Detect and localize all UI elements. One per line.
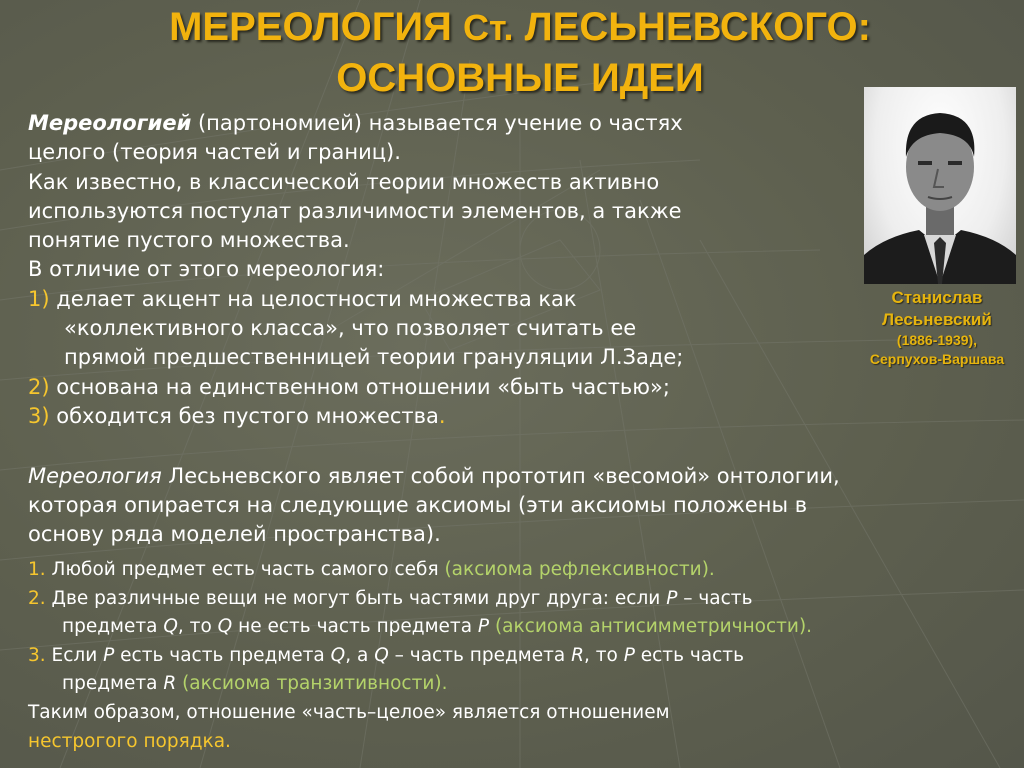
axiom-text: Если: [51, 644, 104, 666]
ontology-line: которая опирается на следующие аксиомы (эти аксиомы положены в: [28, 493, 808, 517]
axiom-text: предмета: [62, 616, 164, 638]
axiom-2-cont: [28, 613, 1018, 642]
ontology-text: Лесьневского являет собой прототип «весомой» онтологии,: [161, 464, 840, 488]
term-mereology-2: Мереология: [28, 464, 162, 488]
intro-line: В отличие от этого мереология:: [28, 257, 385, 282]
ontology-line: основу ряда моделей пространства).: [28, 522, 441, 546]
axiom-name: (аксиома рефлексивности).: [444, 559, 715, 580]
variable-p: P: [666, 587, 678, 609]
list-item-3: [28, 402, 848, 431]
title-line-2: ОСНОВНЫЕ ИДЕИ: [336, 56, 704, 100]
portrait-caption: [836, 287, 1024, 369]
intro-text: (партономией) называется учение о частях: [191, 111, 683, 135]
axiom-1: [28, 556, 1018, 585]
conclusion-highlight: нестрогого порядка.: [28, 730, 231, 752]
list-item-1-cont: прямой предшественницей теории грануляции Л.Заде;: [64, 345, 684, 370]
axiom-text: – часть предмета: [388, 644, 572, 666]
axiom-number: 1.: [28, 559, 52, 580]
axiom-text: есть часть: [634, 644, 744, 666]
caption-first-name: Станислав: [891, 288, 983, 307]
title-abbrev: Ст.: [463, 7, 514, 48]
axiom-text: Любой предмет есть часть самого себя: [51, 559, 445, 580]
axiom-text: предмета: [62, 673, 164, 695]
list-number: 3): [28, 403, 57, 428]
list-item-1: [28, 285, 848, 314]
list-text: делает акцент на целостности множества как: [56, 286, 577, 311]
list-item-2: [28, 373, 848, 402]
axiom-text: есть часть предмета: [114, 644, 331, 666]
term-mereology: Мереологией: [28, 111, 192, 135]
portrait-drawing: [864, 87, 1016, 284]
axiom-text: , то: [177, 616, 218, 638]
variable-q: Q: [330, 644, 346, 666]
variable-p: P: [477, 616, 490, 638]
axiom-text: не есть часть предмета: [232, 616, 478, 638]
list-number: 1): [28, 286, 57, 311]
ontology-line: [28, 462, 1018, 491]
axiom-number: 2.: [28, 587, 52, 609]
intro-paragraph: [28, 109, 848, 431]
axioms-list: [28, 556, 1018, 756]
variable-q: Q: [163, 616, 178, 638]
axiom-3: [28, 642, 1018, 671]
variable-r: R: [163, 673, 177, 695]
caption-years: (1886-1939),: [896, 332, 978, 348]
title-line-1: [0, 2, 1024, 53]
axiom-name: (аксиома антисимметричности).: [489, 616, 813, 638]
variable-q: Q: [374, 644, 389, 666]
list-number: 2): [28, 374, 57, 399]
portrait-photo: [864, 87, 1016, 284]
title-part: ЛЕСЬНЕВСКОГО:: [513, 5, 871, 49]
axiom-text: , то: [583, 644, 624, 666]
axiom-name: (аксиома транзитивности).: [176, 673, 448, 695]
caption-places: Серпухов-Варшава: [869, 351, 1005, 367]
intro-line: используются постулат различимости элементов, а также: [28, 198, 682, 223]
title-part: МЕРЕОЛОГИЯ: [169, 5, 464, 49]
variable-r: R: [571, 644, 584, 666]
list-period: .: [438, 403, 446, 428]
list-text: обходится без пустого множества: [56, 403, 439, 428]
axiom-3-cont: [28, 670, 1018, 699]
axiom-text: – часть: [677, 587, 753, 609]
axiom-number: 3.: [28, 644, 52, 666]
axiom-text: Две различные вещи не могут быть частями друг друга: если: [51, 587, 667, 609]
intro-line: [28, 109, 848, 138]
intro-line: понятие пустого множества.: [28, 228, 350, 253]
caption-last-name: Лесьневский: [882, 310, 992, 329]
ontology-paragraph: [28, 462, 1018, 549]
variable-p: P: [103, 644, 115, 666]
axiom-2: [28, 585, 1018, 614]
list-text: основана на единственном отношении «быть частью»;: [56, 374, 670, 399]
variable-p: P: [623, 644, 635, 666]
conclusion-line: Таким образом, отношение «часть–целое» является отношением: [28, 701, 670, 723]
intro-line: целого (теория частей и границ).: [28, 140, 401, 165]
intro-line: Как известно, в классической теории множеств активно: [28, 169, 660, 194]
variable-q: Q: [217, 616, 233, 638]
list-item-1-cont: «коллективного класса», что позволяет считать ее: [64, 316, 637, 341]
axiom-text: , а: [345, 644, 375, 666]
